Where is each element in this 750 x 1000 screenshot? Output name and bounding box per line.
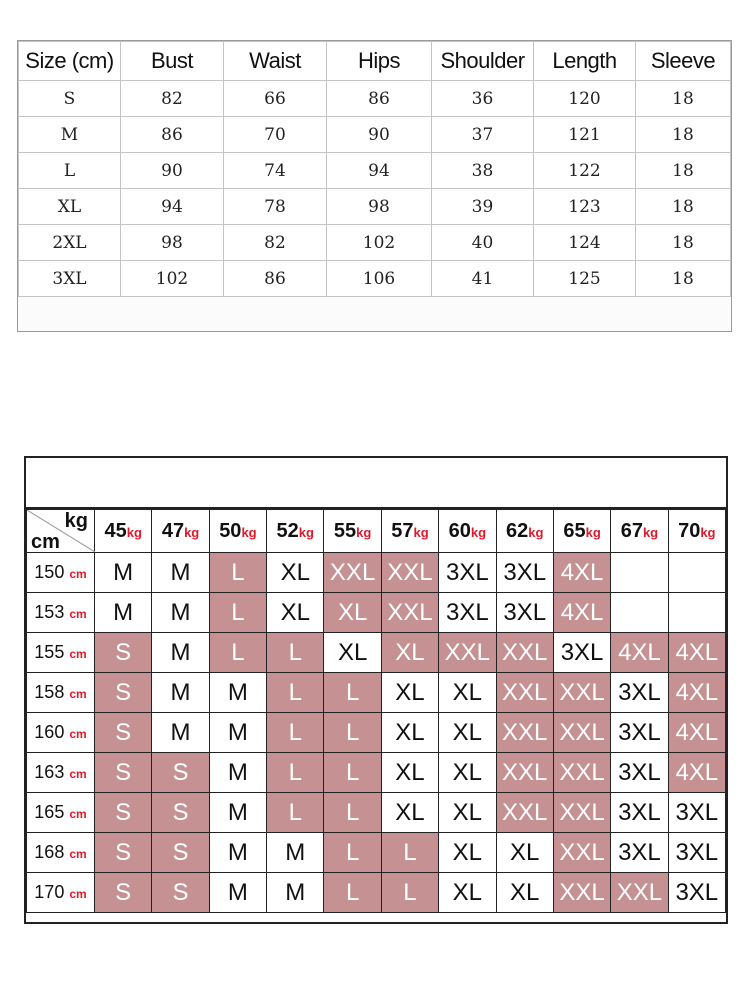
height-value: 160 <box>34 722 65 742</box>
size-recommendation-cell: XXL <box>553 673 610 713</box>
size-recommendation-cell: XL <box>439 673 496 713</box>
size-recommendation-cell: XXL <box>496 753 553 793</box>
size-recommendation-cell: M <box>209 873 266 913</box>
size-recommendation-cell: XL <box>381 753 438 793</box>
measurement-cell: 123 <box>534 189 636 225</box>
weight-unit: kg <box>413 524 429 540</box>
size-recommendation-cell: S <box>95 673 152 713</box>
height-value: 170 <box>34 882 65 902</box>
col-header-length: Length <box>534 42 636 81</box>
size-recommendation-cell: XL <box>267 553 324 593</box>
measurement-cell: 18 <box>636 117 731 153</box>
size-recommendation-cell: XXL <box>553 833 610 873</box>
size-recommendation-cell: XXL <box>381 553 438 593</box>
size-recommendation-cell: XXL <box>553 793 610 833</box>
height-row <box>27 633 726 673</box>
measurement-cell: 86 <box>327 81 432 117</box>
weight-header-cell <box>439 510 496 553</box>
height-value: 163 <box>34 762 65 782</box>
height-row <box>27 593 726 633</box>
height-header-cell <box>27 753 95 793</box>
weight-unit: kg <box>642 524 659 540</box>
col-header-bust: Bust <box>121 42 224 81</box>
size-recommendation-cell: S <box>95 753 152 793</box>
measurement-cell: 38 <box>432 153 534 189</box>
measurement-cell: 125 <box>534 261 636 297</box>
size-recommendation-cell: L <box>324 713 381 753</box>
measurement-cell: 102 <box>327 225 432 261</box>
height-value: 150 <box>34 562 65 582</box>
height-header-cell <box>27 833 95 873</box>
height-row <box>27 553 726 593</box>
size-recommendation-cell: L <box>267 753 324 793</box>
size-recommendation-cell: M <box>209 713 266 753</box>
corner-weight-label: kg <box>64 510 88 532</box>
size-recommendation-cell: XL <box>324 633 381 673</box>
size-label-cell: XL <box>19 189 121 225</box>
measurement-cell: 102 <box>121 261 224 297</box>
size-label-cell: 2XL <box>19 225 121 261</box>
measurement-cell: 36 <box>432 81 534 117</box>
size-table-row <box>19 225 731 261</box>
size-recommendation-cell: 4XL <box>668 713 725 753</box>
measurement-cell: 37 <box>432 117 534 153</box>
size-recommendation-cell: XL <box>439 833 496 873</box>
measurement-cell: 94 <box>327 153 432 189</box>
weight-header-cell <box>553 510 610 553</box>
empty-cell <box>668 553 725 593</box>
weight-header-row <box>27 510 726 553</box>
height-header-cell <box>27 633 95 673</box>
measurement-cell: 40 <box>432 225 534 261</box>
weight-header-cell <box>668 510 725 553</box>
size-recommendation-cell: S <box>152 753 209 793</box>
height-row <box>27 673 726 713</box>
size-recommendation-cell: 3XL <box>611 833 668 873</box>
size-recommendation-cell: XXL <box>553 753 610 793</box>
size-recommendation-cell: M <box>267 873 324 913</box>
col-header-size: Size (cm) <box>19 42 121 81</box>
measurement-cell: 90 <box>327 117 432 153</box>
size-recommendation-cell: L <box>267 633 324 673</box>
size-table-row <box>19 189 731 225</box>
weight-unit: kg <box>298 524 314 540</box>
size-recommendation-cell: M <box>267 833 324 873</box>
size-recommendation-cell: XL <box>381 673 438 713</box>
col-header-shoulder: Shoulder <box>432 42 534 81</box>
col-header-hips: Hips <box>327 42 432 81</box>
weight-unit: kg <box>356 524 372 540</box>
weight-header-cell <box>496 510 553 553</box>
size-label-cell: 3XL <box>19 261 121 297</box>
weight-header-cell <box>611 510 668 553</box>
size-recommendation-cell: 4XL <box>611 633 668 673</box>
measurement-cell: 41 <box>432 261 534 297</box>
size-recommendation-cell: XL <box>439 753 496 793</box>
weight-value: 57 <box>391 519 414 542</box>
height-unit: cm <box>69 847 87 861</box>
weight-unit: kg <box>528 524 544 540</box>
size-recommendation-cell: S <box>152 873 209 913</box>
corner-cell <box>27 510 95 553</box>
measurement-cell: 82 <box>224 225 327 261</box>
size-recommendation-cell: XXL <box>496 793 553 833</box>
size-recommendation-cell: M <box>95 593 152 633</box>
height-value: 158 <box>34 682 65 702</box>
size-recommendation-cell: M <box>209 793 266 833</box>
measurement-cell: 122 <box>534 153 636 189</box>
measurement-cell: 98 <box>327 189 432 225</box>
size-recommendation-cell: XL <box>381 713 438 753</box>
size-table-empty-row <box>18 296 731 331</box>
size-label-cell: M <box>19 117 121 153</box>
size-recommendation-cell: XL <box>267 593 324 633</box>
measurement-cell: 94 <box>121 189 224 225</box>
height-row <box>27 713 726 753</box>
size-table-row <box>19 117 731 153</box>
size-recommendation-cell: 3XL <box>668 873 725 913</box>
measurement-cell: 66 <box>224 81 327 117</box>
measurement-cell: 18 <box>636 225 731 261</box>
height-unit: cm <box>69 727 87 741</box>
size-recommendation-cell: M <box>152 673 209 713</box>
size-recommendation-cell: XL <box>439 793 496 833</box>
size-recommendation-cell: L <box>381 833 438 873</box>
size-recommendation-cell: XXL <box>324 553 381 593</box>
weight-unit: kg <box>241 524 257 540</box>
height-unit: cm <box>69 807 87 821</box>
size-recommendation-cell: XL <box>381 633 438 673</box>
size-recommendation-cell: M <box>152 713 209 753</box>
weight-value: 55 <box>333 519 357 542</box>
height-unit: cm <box>69 687 87 701</box>
size-recommendation-cell: XL <box>439 713 496 753</box>
size-recommendation-cell: M <box>95 553 152 593</box>
size-label-cell: L <box>19 153 121 189</box>
size-recommendation-cell: 4XL <box>553 593 610 633</box>
size-recommendation-cell: L <box>267 793 324 833</box>
size-recommendation-cell: L <box>267 713 324 753</box>
size-recommendation-cell: L <box>267 673 324 713</box>
size-label-cell: S <box>19 81 121 117</box>
size-recommendation-cell: 3XL <box>496 593 553 633</box>
size-recommendation-cell: M <box>152 593 209 633</box>
size-recommendation-cell: 3XL <box>668 793 725 833</box>
size-recommendation-cell: L <box>324 873 381 913</box>
height-row <box>27 833 726 873</box>
height-header-cell <box>27 673 95 713</box>
weight-value: 70 <box>678 519 701 542</box>
size-recommendation-cell: 4XL <box>668 753 725 793</box>
measurement-cell: 120 <box>534 81 636 117</box>
height-header-cell <box>27 553 95 593</box>
height-row <box>27 873 726 913</box>
size-recommendation-cell: XXL <box>611 873 668 913</box>
height-value: 168 <box>34 842 65 862</box>
size-recommendation-cell: L <box>324 673 381 713</box>
size-recommendation-cell: M <box>209 753 266 793</box>
weight-value: 67 <box>620 519 643 542</box>
weight-unit: kg <box>700 524 716 540</box>
size-table-row <box>19 261 731 297</box>
size-recommendation-cell: XL <box>496 873 553 913</box>
weight-value: 60 <box>448 519 471 542</box>
measurement-cell: 86 <box>224 261 327 297</box>
height-value: 153 <box>34 602 65 622</box>
size-recommendation-cell: 3XL <box>611 713 668 753</box>
size-recommendation-cell: L <box>381 873 438 913</box>
size-recommendation-cell: XXL <box>496 633 553 673</box>
measurement-cell: 39 <box>432 189 534 225</box>
weight-value: 45 <box>104 519 127 542</box>
size-recommendation-cell: M <box>152 553 209 593</box>
size-recommendation-cell: 3XL <box>553 633 610 673</box>
empty-cell <box>668 593 725 633</box>
weight-value: 52 <box>276 519 299 542</box>
weight-value: 47 <box>161 519 185 542</box>
size-recommendation-cell: 4XL <box>668 673 725 713</box>
size-recommendation-cell: L <box>209 633 266 673</box>
measurement-cell: 98 <box>121 225 224 261</box>
measurement-cell: 18 <box>636 153 731 189</box>
weight-unit: kg <box>184 524 200 540</box>
size-recommendation-cell: L <box>324 753 381 793</box>
col-header-sleeve: Sleeve <box>636 42 731 81</box>
measurement-cell: 82 <box>121 81 224 117</box>
weight-unit: kg <box>126 524 142 540</box>
measurement-cell: 90 <box>121 153 224 189</box>
size-recommendation-cell: XL <box>324 593 381 633</box>
weight-header-cell <box>209 510 266 553</box>
weight-header-cell <box>381 510 438 553</box>
weight-header-cell <box>324 510 381 553</box>
height-unit: cm <box>69 607 87 621</box>
size-recommendation-cell: XXL <box>553 713 610 753</box>
size-recommendation-cell: 3XL <box>611 673 668 713</box>
size-recommendation-cell: M <box>209 673 266 713</box>
size-recommendation-cell: S <box>95 713 152 753</box>
size-recommendation-cell: 4XL <box>553 553 610 593</box>
height-header-cell <box>27 713 95 753</box>
size-recommendation-cell: XL <box>439 873 496 913</box>
size-recommendation-cell: XXL <box>496 673 553 713</box>
col-header-waist: Waist <box>224 42 327 81</box>
measurement-cell: 18 <box>636 81 731 117</box>
chart-body <box>27 510 726 913</box>
height-weight-size-chart <box>24 456 728 924</box>
size-recommendation-cell: XL <box>496 833 553 873</box>
corner-height-label: cm <box>31 531 60 553</box>
size-recommendation-cell: XXL <box>381 593 438 633</box>
weight-unit: kg <box>470 524 487 540</box>
size-recommendation-cell: M <box>152 633 209 673</box>
size-recommendation-cell: L <box>324 793 381 833</box>
size-recommendation-cell: XXL <box>553 873 610 913</box>
size-recommendation-cell: 3XL <box>496 553 553 593</box>
size-recommendation-cell: L <box>209 553 266 593</box>
measurement-cell: 18 <box>636 189 731 225</box>
weight-header-cell <box>152 510 209 553</box>
measurement-cell: 86 <box>121 117 224 153</box>
measurement-cell: 121 <box>534 117 636 153</box>
measurement-cell: 18 <box>636 261 731 297</box>
weight-unit: kg <box>585 524 601 540</box>
height-unit: cm <box>69 567 87 581</box>
size-recommendation-cell: M <box>209 833 266 873</box>
weight-value: 65 <box>563 519 586 542</box>
size-recommendation-cell: L <box>324 833 381 873</box>
measurement-cell: 74 <box>224 153 327 189</box>
size-recommendation-cell: 3XL <box>611 753 668 793</box>
height-value: 155 <box>34 642 65 662</box>
chart-title-band <box>26 458 726 509</box>
height-row <box>27 793 726 833</box>
empty-cell <box>611 553 668 593</box>
weight-value: 62 <box>505 519 529 542</box>
size-recommendation-cell: 4XL <box>668 633 725 673</box>
measurement-cell: 78 <box>224 189 327 225</box>
size-recommendation-cell: XXL <box>439 633 496 673</box>
size-recommendation-cell: S <box>152 833 209 873</box>
weight-value: 50 <box>219 519 242 542</box>
weight-header-cell <box>95 510 152 553</box>
height-header-cell <box>27 593 95 633</box>
height-value: 165 <box>34 802 65 822</box>
empty-cell <box>611 593 668 633</box>
size-table-row <box>19 81 731 117</box>
height-unit: cm <box>69 767 87 781</box>
size-recommendation-cell: S <box>152 793 209 833</box>
size-recommendation-cell: L <box>209 593 266 633</box>
size-recommendation-cell: S <box>95 873 152 913</box>
size-recommendation-cell: XXL <box>496 713 553 753</box>
size-table-header-row <box>19 42 731 81</box>
measurement-cell: 70 <box>224 117 327 153</box>
size-recommendation-cell: 3XL <box>439 593 496 633</box>
height-header-cell <box>27 793 95 833</box>
measurement-cell: 124 <box>534 225 636 261</box>
height-unit: cm <box>69 647 87 661</box>
height-header-cell <box>27 873 95 913</box>
size-recommendation-cell: 3XL <box>611 793 668 833</box>
size-recommendation-cell: S <box>95 793 152 833</box>
height-unit: cm <box>69 887 87 901</box>
size-table-body <box>19 81 731 297</box>
size-recommendation-cell: 3XL <box>439 553 496 593</box>
size-recommendation-cell: S <box>95 633 152 673</box>
weight-header-cell <box>267 510 324 553</box>
height-row <box>27 753 726 793</box>
size-recommendation-cell: XL <box>381 793 438 833</box>
size-table-row <box>19 153 731 189</box>
size-measurement-table <box>17 40 732 332</box>
size-recommendation-cell: S <box>95 833 152 873</box>
size-recommendation-cell: 3XL <box>668 833 725 873</box>
measurement-cell: 106 <box>327 261 432 297</box>
